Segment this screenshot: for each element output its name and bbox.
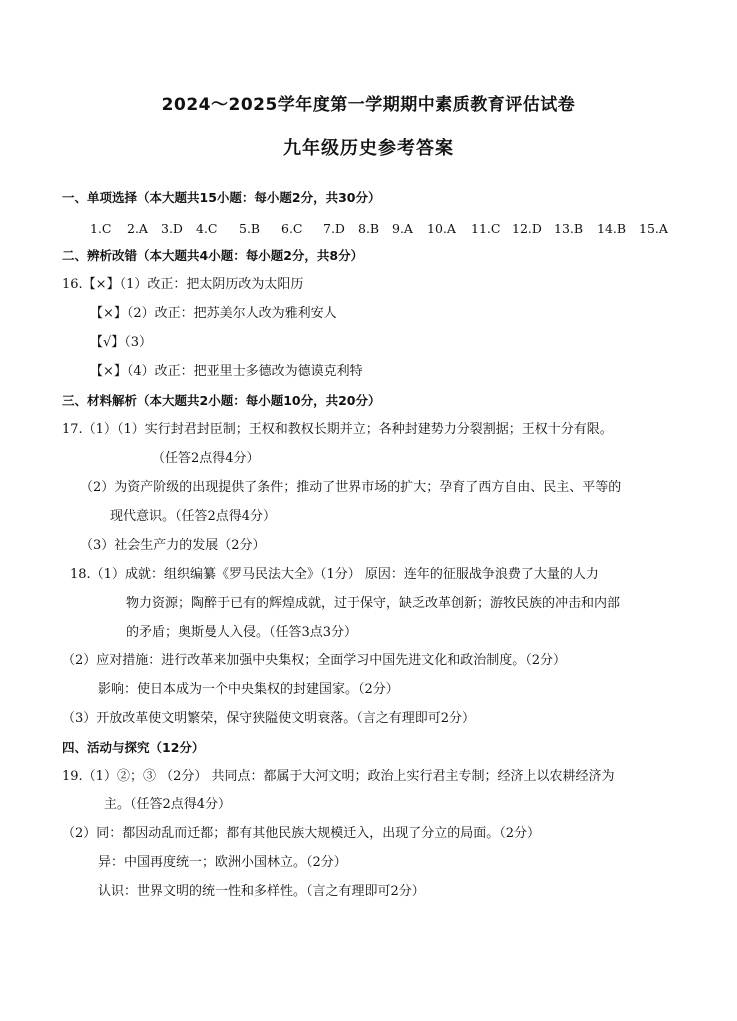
q18-line: （3）开放改革使文明繁荣，保守狭隘使文明衰落。（言之有理即可2分） [62, 711, 476, 726]
mc-answer: 9.A [392, 221, 413, 236]
q18-line: 的矛盾；奥斯曼人入侵。（任答3点3分） [126, 625, 358, 640]
mc-answer: 2.A [127, 221, 148, 236]
section-heading-multiple-choice: 一、单项选择（本大题共15小题：每小题2分，共30分） [62, 190, 381, 205]
q18-line: （2）应对措施：进行改革来加强中央集权；全面学习中国先进文化和政治制度。（2分） [62, 653, 567, 668]
mc-answer: 6.C [281, 221, 303, 236]
q17-line: （3）社会生产力的发展（2分） [80, 538, 266, 553]
mc-answer: 11.C [471, 221, 501, 236]
mc-answer: 13.B [554, 221, 584, 236]
section-heading-correction: 二、辨析改错（本大题共4小题：每小题2分，共8分） [62, 248, 364, 263]
mc-answer: 10.A [427, 221, 456, 236]
q16-line: 【×】（4）改正：把亚里士多德改为德谟克利特 [90, 364, 363, 379]
q16-line: 16.【×】（1）改正：把太阴历改为太阳历 [62, 277, 304, 292]
section-heading-activity: 四、活动与探究（12分） [62, 740, 205, 755]
exam-title: 2024～2025学年度第一学期期中素质教育评估试卷 [161, 95, 576, 115]
q17-line: （任答2点得4分） [152, 451, 260, 466]
q18-line: 物力资源；陶醉于已有的辉煌成就，过于保守，缺乏改革创新；游牧民族的冲击和内部 [126, 596, 621, 611]
q16-line: 【×】（2）改正：把苏美尔人改为雅利安人 [90, 306, 337, 321]
q18-line: 18.（1）成就：组织编纂《罗马民法大全》（1分） 原因：连年的征服战争浪费了大量的人力 [70, 567, 599, 582]
q16-line: 【√】（3） [90, 335, 153, 350]
mc-answer: 14.B [597, 221, 627, 236]
mc-answer: 1.C [90, 221, 112, 236]
mc-answer: 12.D [512, 221, 542, 236]
mc-answer: 7.D [323, 221, 345, 236]
mc-answer: 4.C [196, 221, 218, 236]
mc-answer: 5.B [239, 221, 261, 236]
mc-answer: 8.B [358, 221, 380, 236]
q19-line: （2）同：都因动乱而迁都；都有其他民族大规模迁入，出现了分立的局面。（2分） [62, 826, 541, 841]
section-heading-material-analysis: 三、材料解析（本大题共2小题：每小题10分，共20分） [62, 393, 381, 408]
mc-answer: 15.A [639, 221, 668, 236]
q19-line: 19.（1）②；③ （2分） 共同点：都属于大河文明；政治上实行君主专制；经济上以农耕经济为 [62, 769, 615, 784]
q17-line: 现代意识。（任答2点得4分） [110, 509, 277, 524]
mc-answer: 3.D [161, 221, 183, 236]
answer-key-subtitle: 九年级历史参考答案 [283, 138, 454, 159]
q17-line: 17.（1）（1）实行封君封臣制；王权和教权长期并立；各种封建势力分裂割据；王权十分有限。 [62, 422, 613, 437]
q19-line: 认识：世界文明的统一性和多样性。（言之有理即可2分） [98, 884, 425, 899]
q18-line: 影响：使日本成为一个中央集权的封建国家。（2分） [98, 682, 399, 697]
q17-line: （2）为资产阶级的出现提供了条件；推动了世界市场的扩大；孕育了西方自由、民主、平等的 [80, 480, 622, 495]
q19-line: 异：中国再度统一；欧洲小国林立。（2分） [98, 855, 347, 870]
q19-line: 主。（任答2点得4分） [104, 797, 232, 812]
